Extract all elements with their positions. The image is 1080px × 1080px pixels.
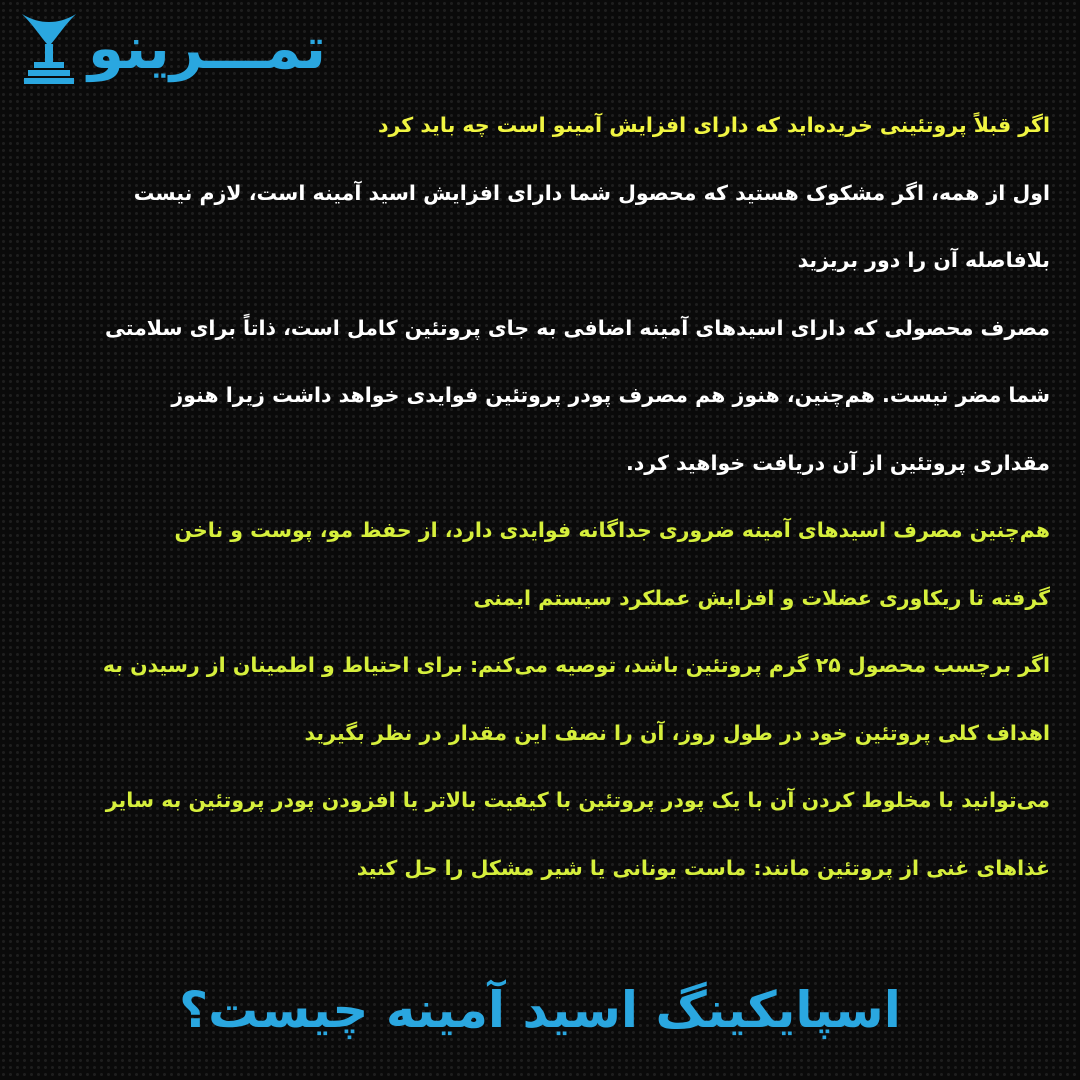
text-line: غذاهای غنی از پروتئین مانند: ماست یونانی یا شیر مشکل را حل کنید [356, 855, 1050, 880]
text-line: اول از همه، اگر مشکوک هستید که محصول شما دارای افزایش اسید آمینه است، لازم نیست [133, 180, 1050, 205]
text-line: شما مضر نیست. هم‌چنین، هنوز هم مصرف پودر پروتئین فوایدی خواهد داشت زیرا هنوز [171, 383, 1050, 407]
text-line: بلافاصله آن را دور بریزید [797, 248, 1050, 272]
article-body [40, 92, 1050, 902]
text-line: هم‌چنین مصرف اسیدهای آمینه ضروری جداگانه فوایدی دارد، از حفظ مو، پوست و ناخن [174, 518, 1050, 542]
text-line: اهداف کلی پروتئین خود در طول روز، آن را نصف این مقدار در نظر بگیرید [304, 720, 1050, 745]
text-line: می‌توانید با مخلوط کردن آن با یک پودر پروتئین با کیفیت بالاتر یا افزودن پودر پروتئین به سایر [105, 788, 1050, 812]
brand-logo [14, 8, 444, 88]
text-line: مقداری پروتئین از آن دریافت خواهید کرد. [625, 450, 1050, 475]
text-line: اگر قبلاً پروتئینی خریده‌اید که دارای افزایش آمینو است چه باید کرد [378, 113, 1050, 137]
brand-name: تمـــرینو [88, 14, 327, 82]
footer-title: اسپایکینگ اسید آمینه چیست؟ [179, 981, 901, 1039]
text-line: مصرف محصولی که دارای اسیدهای آمینه اضافی به جای پروتئین کامل است، ذاتاً برای سلامتی [104, 315, 1050, 340]
text-line: اگر برچسب محصول ۲۵ گرم پروتئین باشد، توصیه می‌کنم: برای احتیاط و اطمینان از رسیدن به [102, 653, 1050, 677]
trophy-cup-icon [14, 10, 84, 86]
footer-banner [0, 968, 1080, 1052]
text-line: گرفته تا ریکاوری عضلات و افزایش عملکرد سیستم ایمنی [473, 585, 1050, 610]
